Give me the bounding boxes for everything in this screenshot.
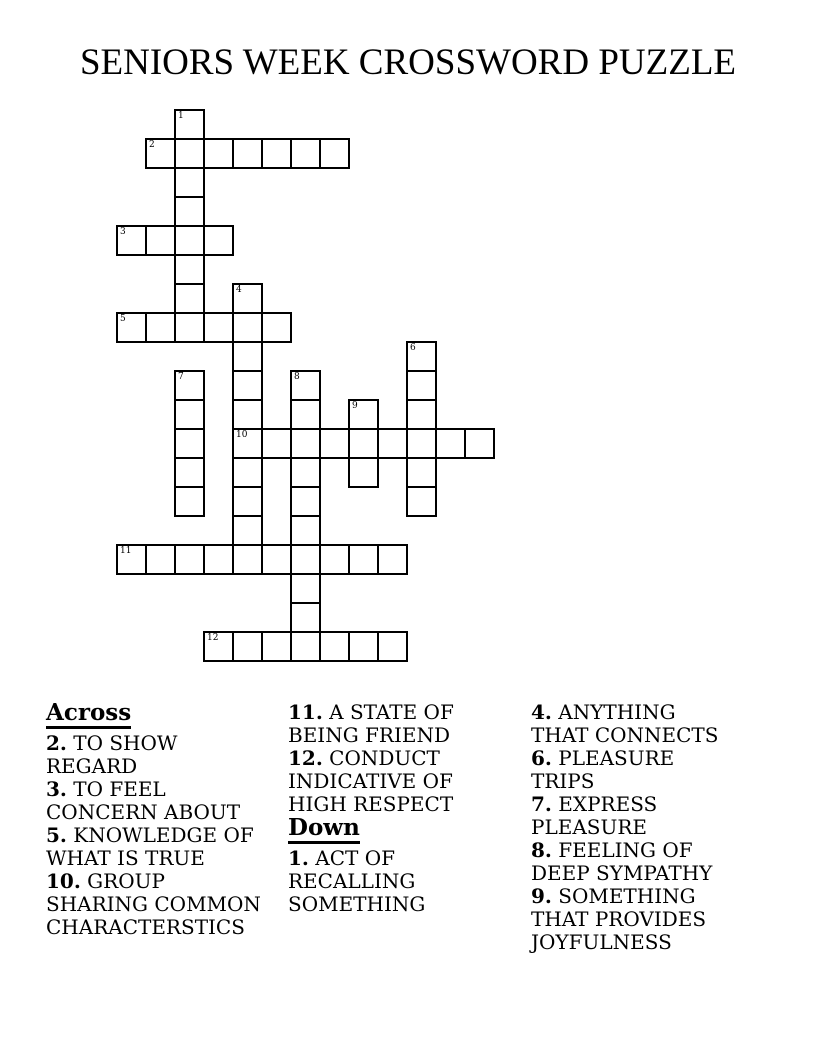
grid-cell-r11c5[interactable]: [261, 428, 292, 459]
grid-cell-r9c2[interactable]: [174, 370, 205, 401]
grid-cell-r15c6[interactable]: [290, 544, 321, 575]
clue-text: TO SHOW REGARD: [46, 731, 178, 778]
clue-column-1: [288, 701, 506, 916]
clue-text: FEELING OF DEEP SYMPATHY: [531, 838, 713, 885]
grid-cell-r11c11[interactable]: [435, 428, 466, 459]
cell-number: 8: [294, 372, 300, 382]
clue-number: 8.: [531, 838, 552, 862]
page-title: SENIORS WEEK CROSSWORD PUZZLE: [79, 42, 737, 83]
clue-item: [288, 701, 506, 747]
grid-cell-r11c8[interactable]: [348, 428, 379, 459]
clue-item: [531, 701, 736, 747]
grid-cell-r11c9[interactable]: [377, 428, 408, 459]
grid-cell-r4c1[interactable]: [145, 225, 176, 256]
cell-number: 2: [149, 140, 155, 150]
heading-label: Down: [288, 814, 360, 844]
clue-item: [288, 747, 506, 816]
clue-item: [46, 778, 264, 824]
clue-item: [288, 847, 506, 916]
heading-label: Across: [46, 699, 131, 729]
clue-item: [531, 885, 736, 954]
grid-cell-r1c1[interactable]: [145, 138, 176, 169]
grid-cell-r10c8[interactable]: [348, 399, 379, 430]
grid-cell-r15c2[interactable]: [174, 544, 205, 575]
grid-cell-r11c6[interactable]: [290, 428, 321, 459]
grid-cell-r13c10[interactable]: [406, 486, 437, 517]
grid-cell-r11c7[interactable]: [319, 428, 350, 459]
cell-number: 3: [120, 227, 126, 237]
clue-item: [46, 824, 264, 870]
grid-cell-r3c2[interactable]: [174, 196, 205, 227]
crossword-grid: [116, 109, 496, 663]
down-heading: [288, 816, 506, 840]
clue-item: [531, 793, 736, 839]
cell-number: 5: [120, 314, 126, 324]
clue-number: 12.: [288, 746, 323, 770]
grid-cell-r12c10[interactable]: [406, 457, 437, 488]
clue-text: PLEASURE TRIPS: [531, 746, 675, 793]
cell-number: 11: [120, 546, 132, 556]
grid-cell-r7c5[interactable]: [261, 312, 292, 343]
grid-cell-r11c2[interactable]: [174, 428, 205, 459]
grid-cell-r15c5[interactable]: [261, 544, 292, 575]
grid-cell-r8c10[interactable]: [406, 341, 437, 372]
grid-cell-r1c5[interactable]: [261, 138, 292, 169]
grid-cell-r11c12[interactable]: [464, 428, 495, 459]
grid-cell-r1c2[interactable]: [174, 138, 205, 169]
cell-number: 1: [178, 111, 184, 121]
grid-cell-r6c2[interactable]: [174, 283, 205, 314]
grid-cell-r9c10[interactable]: [406, 370, 437, 401]
clue-number: 11.: [288, 700, 323, 724]
grid-cell-r7c1[interactable]: [145, 312, 176, 343]
clue-number: 7.: [531, 792, 552, 816]
grid-cell-r13c6[interactable]: [290, 486, 321, 517]
grid-cell-r10c6[interactable]: [290, 399, 321, 430]
grid-cell-r11c4[interactable]: [232, 428, 263, 459]
grid-cell-r6c4[interactable]: [232, 283, 263, 314]
grid-cell-r15c4[interactable]: [232, 544, 263, 575]
grid-cell-r16c6[interactable]: [290, 573, 321, 604]
clue-text: SOMETHING THAT PROVIDES JOYFULNESS: [531, 884, 707, 954]
clue-text: KNOWLEDGE OF WHAT IS TRUE: [46, 823, 254, 870]
grid-cell-r9c6[interactable]: [290, 370, 321, 401]
clue-number: 6.: [531, 746, 552, 770]
grid-cell-r18c3[interactable]: [203, 631, 234, 662]
grid-cell-r15c1[interactable]: [145, 544, 176, 575]
cell-number: 10: [236, 430, 248, 440]
grid-cell-r14c6[interactable]: [290, 515, 321, 546]
clue-text: ANYTHING THAT CONNECTS: [531, 700, 719, 747]
grid-cell-r18c5[interactable]: [261, 631, 292, 662]
clue-number: 2.: [46, 731, 67, 755]
clue-item: [46, 732, 264, 778]
clue-text: GROUP SHARING COMMON CHARACTERSTICS: [46, 869, 261, 939]
grid-cell-r1c4[interactable]: [232, 138, 263, 169]
clue-item: [531, 839, 736, 885]
clue-column-2: [531, 701, 736, 954]
grid-cell-r7c2[interactable]: [174, 312, 205, 343]
clue-text: TO FEEL CONCERN ABOUT: [46, 777, 241, 824]
grid-cell-r10c4[interactable]: [232, 399, 263, 430]
grid-cell-r1c7[interactable]: [319, 138, 350, 169]
grid-cell-r15c7[interactable]: [319, 544, 350, 575]
grid-cell-r2c2[interactable]: [174, 167, 205, 198]
grid-cell-r17c6[interactable]: [290, 602, 321, 633]
grid-cell-r18c6[interactable]: [290, 631, 321, 662]
clue-text: CONDUCT INDICATIVE OF HIGH RESPECT: [288, 746, 454, 816]
grid-cell-r9c4[interactable]: [232, 370, 263, 401]
cell-number: 7: [178, 372, 184, 382]
grid-cell-r5c2[interactable]: [174, 254, 205, 285]
grid-cell-r12c8[interactable]: [348, 457, 379, 488]
grid-cell-r14c4[interactable]: [232, 515, 263, 546]
clue-number: 9.: [531, 884, 552, 908]
cell-number: 6: [410, 343, 416, 353]
grid-cell-r1c3[interactable]: [203, 138, 234, 169]
clue-number: 1.: [288, 846, 309, 870]
grid-cell-r4c0[interactable]: [116, 225, 147, 256]
grid-cell-r7c3[interactable]: [203, 312, 234, 343]
clue-text: ACT OF RECALLING SOMETHING: [288, 846, 426, 916]
grid-cell-r11c10[interactable]: [406, 428, 437, 459]
grid-cell-r10c10[interactable]: [406, 399, 437, 430]
across-heading: [46, 701, 264, 725]
grid-cell-r7c4[interactable]: [232, 312, 263, 343]
clue-item: [531, 747, 736, 793]
clue-number: 10.: [46, 869, 81, 893]
clue-text: EXPRESS PLEASURE: [531, 792, 658, 839]
grid-cell-r12c6[interactable]: [290, 457, 321, 488]
clue-number: 4.: [531, 700, 552, 724]
grid-cell-r10c2[interactable]: [174, 399, 205, 430]
grid-cell-r15c0[interactable]: [116, 544, 147, 575]
clue-number: 5.: [46, 823, 67, 847]
grid-cell-r1c6[interactable]: [290, 138, 321, 169]
grid-cell-r12c4[interactable]: [232, 457, 263, 488]
clue-number: 3.: [46, 777, 67, 801]
grid-cell-r7c0[interactable]: [116, 312, 147, 343]
grid-cell-r8c4[interactable]: [232, 341, 263, 372]
grid-cell-r15c9[interactable]: [377, 544, 408, 575]
grid-cell-r18c7[interactable]: [319, 631, 350, 662]
grid-cell-r15c3[interactable]: [203, 544, 234, 575]
grid-cell-r13c4[interactable]: [232, 486, 263, 517]
grid-cell-r12c2[interactable]: [174, 457, 205, 488]
grid-cell-r18c9[interactable]: [377, 631, 408, 662]
grid-cell-r4c2[interactable]: [174, 225, 205, 256]
clue-column-0: [46, 701, 264, 939]
clue-text: A STATE OF BEING FRIEND: [288, 700, 454, 747]
grid-cell-r13c2[interactable]: [174, 486, 205, 517]
grid-cell-r4c3[interactable]: [203, 225, 234, 256]
grid-cell-r18c4[interactable]: [232, 631, 263, 662]
grid-cell-r15c8[interactable]: [348, 544, 379, 575]
grid-cell-r0c2[interactable]: [174, 109, 205, 140]
cell-number: 12: [207, 633, 219, 643]
cell-number: 4: [236, 285, 242, 295]
grid-cell-r18c8[interactable]: [348, 631, 379, 662]
cell-number: 9: [352, 401, 358, 411]
clue-item: [46, 870, 264, 939]
